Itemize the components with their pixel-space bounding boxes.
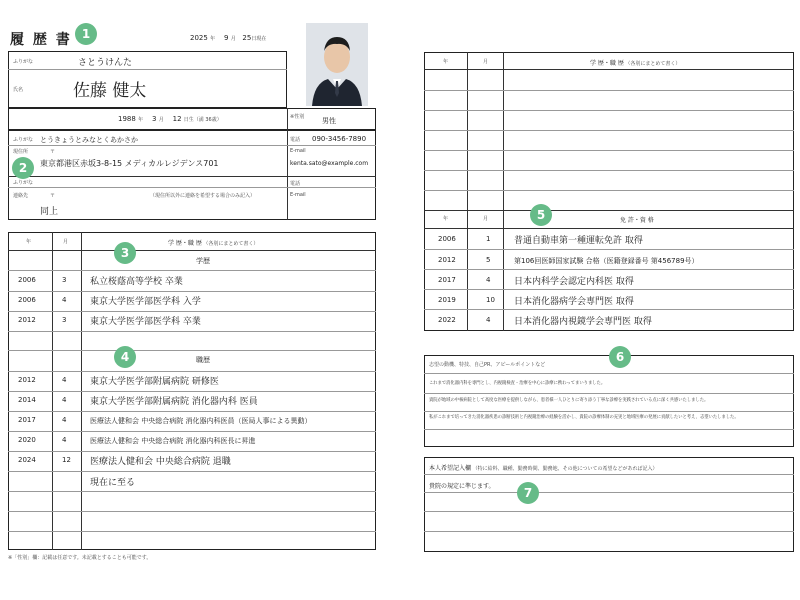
birth-month-label: 月 <box>158 117 164 123</box>
request-divider <box>424 511 794 512</box>
history-col-year: 年 <box>26 239 32 245</box>
contact-email-label: E-mail <box>290 192 306 198</box>
furigana-label: ふりがな <box>13 59 34 65</box>
license-entry: 普通自動車第一種運転免許 取得 <box>514 236 643 246</box>
work-header: 職歴 <box>196 356 210 364</box>
badge-5: 5 <box>530 204 552 226</box>
license-year: 2012 <box>438 256 456 264</box>
work-entry: 現在に至る <box>90 478 136 488</box>
history-row-divider <box>8 391 376 392</box>
contact-postal: 〒 <box>50 193 56 199</box>
license-entry: 日本内科学会認定内科医 取得 <box>514 277 634 287</box>
right-row-divider <box>424 90 794 91</box>
work-year: 2012 <box>18 376 36 384</box>
education-month: 3 <box>62 276 67 284</box>
right-row-divider <box>424 249 794 250</box>
badge-3: 3 <box>114 242 136 264</box>
date-day: 25 <box>242 34 252 42</box>
right-row-divider <box>424 69 794 70</box>
license-year: 2006 <box>438 235 456 243</box>
history-col-title <box>168 238 258 247</box>
education-header: 学歴 <box>196 257 210 265</box>
history-row-divider <box>8 350 376 351</box>
right-row-divider <box>424 269 794 270</box>
work-month: 4 <box>62 396 67 404</box>
work-year: 2014 <box>18 396 36 404</box>
license-year: 2019 <box>438 296 456 304</box>
right-col-month: 月 <box>483 59 489 65</box>
history-row-divider <box>8 291 376 292</box>
license-month: 5 <box>486 256 491 264</box>
gender-footnote: ※「性別」欄：記載は任意です。未記載とすることも可能です。 <box>8 555 152 561</box>
work-entry: 医療法人健和会 中央総合病院 退職 <box>90 457 231 467</box>
education-month: 3 <box>62 316 67 324</box>
license-month: 1 <box>486 235 491 243</box>
person-portrait-icon <box>306 23 368 106</box>
history-row-divider <box>8 270 376 271</box>
work-year: 2024 <box>18 456 36 464</box>
history-row-divider <box>8 451 376 452</box>
history-row-divider <box>8 371 376 372</box>
license-col-title: 免 許・資 格 <box>620 217 654 224</box>
history-row-divider <box>8 411 376 412</box>
motivation-divider <box>424 393 794 394</box>
address-postal-mark: 〒 <box>50 149 56 155</box>
education-entry: 東京大学医学部医学科 入学 <box>90 297 201 307</box>
license-col-month: 月 <box>483 216 489 222</box>
date-day-label: 日現在 <box>251 36 267 42</box>
resume-title: 履 歴 書 <box>10 32 72 48</box>
education-month: 4 <box>62 296 67 304</box>
right-col-title <box>590 58 680 67</box>
motivation-line: 私がこれまで培ってきた消化器疾患の診断技術と内視鏡治療の経験を活かし、貴院の診療体制の充実と地域医療の発展に貢献したいと考え、志望いたしました。 <box>429 415 739 420</box>
right-row-divider <box>424 289 794 290</box>
contact-note: （現住所以外に連絡を希望する場合のみ記入） <box>150 193 256 199</box>
work-year: 2017 <box>18 416 36 424</box>
education-year: 2012 <box>18 316 36 324</box>
date-month-label: 月 <box>230 36 236 42</box>
badge-6: 6 <box>609 346 631 368</box>
education-year: 2006 <box>18 276 36 284</box>
phone-label: 電話 <box>290 137 301 143</box>
education-entry: 私立桜蔭高等学校 卒業 <box>90 277 183 287</box>
phone-value: 090-3456-7890 <box>312 135 367 143</box>
request-divider <box>424 492 794 493</box>
request-note: （特に給料、職種、勤務時間、勤務地、その他についての希望などがあれば記入） <box>472 466 658 472</box>
work-month: 4 <box>62 376 67 384</box>
birth-date <box>118 115 222 123</box>
badge-2: 2 <box>12 157 34 179</box>
license-col-year: 年 <box>443 216 449 222</box>
date-line <box>190 34 266 42</box>
motivation-title: 志望の動機、特技、自己PR、アピールポイントなど <box>429 362 546 368</box>
request-title <box>429 463 658 472</box>
license-month: 4 <box>486 276 491 284</box>
address-furigana: とうきょうとみなとくあかさか <box>40 136 138 144</box>
name-box <box>8 51 287 108</box>
date-month: 9 <box>223 34 229 42</box>
full-name: 佐藤 健太 <box>73 81 147 101</box>
motivation-divider <box>424 411 794 412</box>
request-divider <box>424 474 794 475</box>
badge-4: 4 <box>114 346 136 368</box>
right-row-divider <box>424 110 794 111</box>
birth-year: 1988 <box>118 115 136 123</box>
request-divider <box>424 531 794 532</box>
history-row-divider <box>8 311 376 312</box>
birth-age: 日生（満 36歳） <box>183 117 222 123</box>
history-note: （各別にまとめて書く） <box>203 241 259 247</box>
history-row-divider <box>8 491 376 492</box>
work-entry: 東京大学医学部附属病院 消化器内科 医員 <box>90 397 258 407</box>
history-row-divider <box>8 531 376 532</box>
birth-month: 3 <box>151 115 157 123</box>
license-entry: 日本消化器内視鏡学会専門医 取得 <box>514 317 652 327</box>
license-month: 10 <box>486 296 495 304</box>
contact-label: 連絡先 <box>13 193 29 199</box>
badge-7: 7 <box>517 482 539 504</box>
badge-1: 1 <box>75 23 97 45</box>
date-year: 2025 <box>190 34 208 42</box>
right-row-divider <box>424 210 794 211</box>
work-year: 2020 <box>18 436 36 444</box>
right-row-divider <box>424 228 794 229</box>
right-row-divider <box>424 130 794 131</box>
history-row-divider <box>8 511 376 512</box>
right-history-note: （各別にまとめて書く） <box>625 61 681 67</box>
history-col-month: 月 <box>63 239 69 245</box>
license-entry: 第106回医師国家試験 合格（医籍登録番号 第456789号） <box>514 257 699 265</box>
motivation-divider <box>424 429 794 430</box>
license-entry: 日本消化器病学会専門医 取得 <box>514 297 634 307</box>
furigana-value: さとうけんた <box>78 58 133 68</box>
right-row-divider <box>424 170 794 171</box>
history-row-divider <box>8 250 376 251</box>
email-value: kenta.sato@example.com <box>290 160 369 167</box>
right-col-year: 年 <box>443 59 449 65</box>
education-entry: 東京大学医学部医学科 卒業 <box>90 317 201 327</box>
right-history-title: 学 歴・職 歴 <box>590 60 624 67</box>
profile-photo <box>306 23 368 106</box>
name-label: 氏名 <box>13 87 24 93</box>
license-month: 4 <box>486 316 491 324</box>
history-row-divider <box>8 471 376 472</box>
work-month: 4 <box>62 436 67 444</box>
contact-value: 同上 <box>40 207 59 217</box>
work-entry: 医療法人健和会 中央総合病院 消化器内科医長に昇進 <box>90 437 256 445</box>
request-text: 貴院の規定に準じます。 <box>429 483 495 490</box>
email-label: E-mail <box>290 148 306 154</box>
contact-furigana-label: ふりがな <box>13 180 34 186</box>
work-month: 12 <box>62 456 71 464</box>
contact-phone-label: 電話 <box>290 181 301 187</box>
license-year: 2017 <box>438 276 456 284</box>
work-entry: 東京大学医学部附属病院 研修医 <box>90 377 219 387</box>
address-label: 現住所 <box>13 149 29 155</box>
motivation-line: 貴院が地域の中核病院として高度な医療を提供しながら、患者様一人ひとりに寄り添う丁寧な診療を実践されている点に深く共感いたしました。 <box>429 398 709 403</box>
address-value: 東京都港区赤坂3-8-15 メディカルレジデンス701 <box>40 159 219 168</box>
address-furigana-label: ふりがな <box>13 137 34 143</box>
motivation-line: これまで消化器内科を専門とし、内視鏡検査・治療を中心に診療に携わってまいりました。 <box>429 381 606 386</box>
history-title: 学 歴・職 歴 <box>168 240 202 247</box>
request-title-text: 本人希望記入欄 <box>429 465 472 472</box>
birth-year-label: 年 <box>138 117 144 123</box>
education-year: 2006 <box>18 296 36 304</box>
date-year-label: 年 <box>210 36 216 42</box>
license-year: 2022 <box>438 316 456 324</box>
right-row-divider <box>424 190 794 191</box>
work-month: 4 <box>62 416 67 424</box>
gender-label: ※性別 <box>290 114 305 120</box>
right-row-divider <box>424 309 794 310</box>
gender-value: 男性 <box>322 117 336 125</box>
history-row-divider <box>8 331 376 332</box>
history-row-divider <box>8 431 376 432</box>
work-entry: 医療法人健和会 中央総合病院 消化器内科医員（医局人事による異動） <box>90 417 312 425</box>
birth-day: 12 <box>172 115 182 123</box>
right-row-divider <box>424 150 794 151</box>
